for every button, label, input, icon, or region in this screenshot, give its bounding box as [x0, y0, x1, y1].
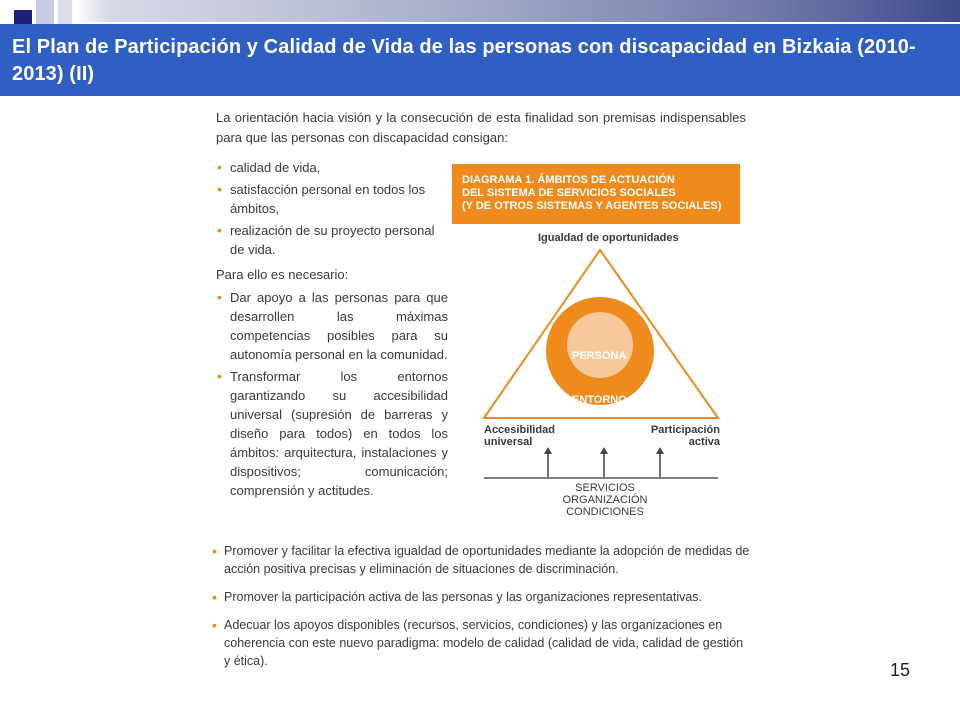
list-item: • satisfacción personal en todos los ámbitos, — [216, 180, 448, 218]
list-item: • Transformar los entornos garantizando su accesibilidad universal (supresión de barreras y diseño para todos) en todos los ámbitos: arquitectura, instalaciones y dispositivos; comunicación; comprensión y actitudes. — [216, 367, 448, 500]
bottom-items — [210, 542, 750, 670]
goals-list — [216, 158, 448, 259]
label-line: Accesibilidad — [484, 424, 555, 436]
label-entorno: ENTORNO — [572, 394, 627, 406]
page-number: 15 — [889, 660, 910, 680]
list-item: • Adecuar los apoyos disponibles (recursos, servicios, condiciones) y las organizaciones en coherencia con este nuevo paradigma: modelo de calidad (calidad de vida, calidad de gestión y ética). — [210, 616, 750, 670]
scanned-document — [202, 100, 754, 690]
label-persona: PERSONA — [572, 350, 627, 362]
arrow-head-2 — [600, 447, 608, 454]
label-accesibilidad — [484, 424, 555, 448]
list-item: • realización de su proyecto personal de vida. — [216, 221, 448, 259]
label-participacion — [642, 424, 720, 448]
necessary-label: Para ello es necesario: — [216, 267, 349, 282]
list-item: • Promover y facilitar la efectiva igualdad de oportunidades mediante la adopción de medidas de acción positiva precisas y eliminación de situaciones de discriminación. — [210, 542, 750, 578]
necessary-list — [216, 288, 448, 500]
decor-square-dark — [14, 10, 32, 24]
label-line: universal — [484, 436, 533, 448]
title-bar — [0, 24, 960, 96]
list-item: • Promover la participación activa de las personas y las organizaciones representativas. — [210, 588, 750, 606]
decor-square-light — [36, 0, 54, 24]
arrow-head-3 — [656, 447, 664, 454]
list-item: • calidad de vida, — [216, 158, 448, 177]
left-column — [216, 158, 448, 503]
label-line: Participación — [650, 424, 720, 436]
label-line: activa — [688, 436, 720, 448]
label-igualdad: Igualdad de oportunidades — [538, 232, 679, 244]
diagram-header-line: DIAGRAMA 1. ÁMBITOS DE ACTUACIÓN — [462, 174, 675, 186]
persona-circle — [567, 312, 633, 378]
label-servicios — [550, 482, 660, 518]
label-line: SERVICIOS — [575, 482, 635, 494]
bottom-list — [210, 542, 750, 680]
diagram-ambitos — [452, 162, 742, 522]
label-line: CONDICIONES — [566, 506, 644, 518]
diagram-header-line: (Y DE OTROS SISTEMAS Y AGENTES SOCIALES) — [462, 200, 722, 212]
diagram-header-line: DEL SISTEMA DE SERVICIOS SOCIALES — [462, 187, 676, 199]
label-line: ORGANIZACIÓN — [562, 494, 648, 506]
decor-square-lighter — [58, 0, 72, 24]
diagram-graphic — [452, 162, 742, 522]
list-item: • Dar apoyo a las personas para que desarrollen las máximas competencias posibles para su autonomía personal en la comunidad. — [216, 288, 448, 364]
slide-title: El Plan de Participación y Calidad de Vida de las personas con discapacidad en Bizkaia (2010-2013) (II) — [12, 36, 916, 85]
intro-paragraph: La orientación hacia visión y la consecución de esta finalidad son premisas indispensables para que las personas con discapacidad consigan: — [216, 110, 746, 145]
top-decorative-strip — [0, 0, 960, 22]
arrow-head-1 — [544, 447, 552, 454]
